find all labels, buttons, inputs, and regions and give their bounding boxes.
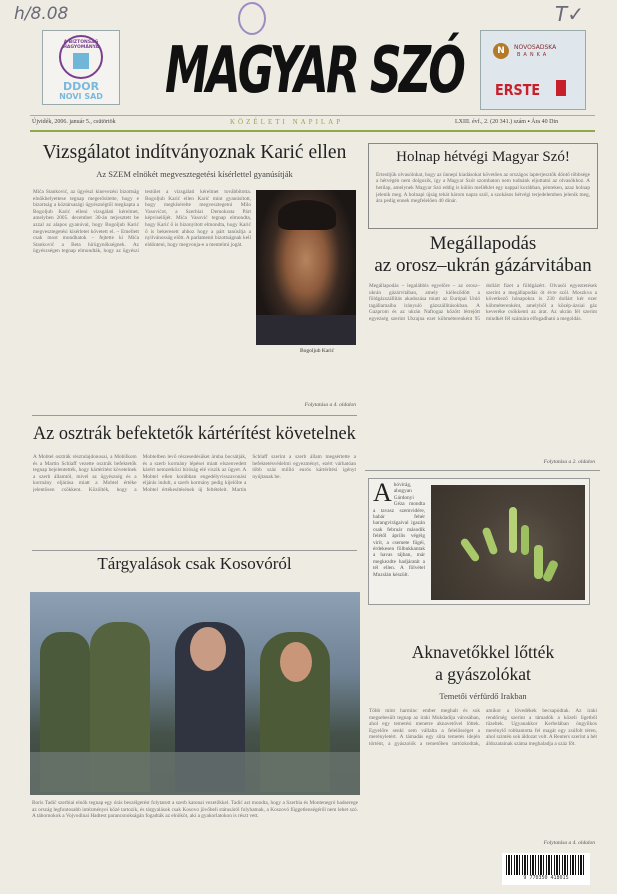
- article-body: Megállapodás – legalábbis egyelőre – az orosz–ukrán gázárvitában, amely kiéleződött a földgázszállítás akadozása miatt az Európai Unió tagállamaiba irányuló gázszállításokban. A Gazprom és az ukrán Naftogaz között létrejött egyezség szerint Ukrajna ezer köbméterenként 95 dollárt fizet a földgázért. Olvasói egyeztetések szerint a megállapodás öt évre szól. Moszkva a következő hónapokra is 230 dollárt kér ezer köbméterenként, amelyből a közép-ázsiai gáz keveréke csökkenti az árat. Az ukrán fél szerint mindkét fél számára elfogadható a megoldás.: [369, 283, 597, 322]
- divider: [30, 130, 595, 132]
- notice-body: Értesítjük olvasóinkat, hogy az ünnepi kiadásokat követően az országos lapterjesztők döntő többsége a hétvégén nem dolgozik, így a Magyar Szót szombaton nem tudnánk eljuttatni az olvasókhoz. A hetilap, amelynek Magyar Szó eddig is külön melléklet egy nappal korábban, pénteken, azaz holnap jelenik meg. A holnapi újság tehát három napra szól, a szokásos hétvégi terjedelemben jelenik meg, ára pedig ennek megfelelően 40 dinár.: [376, 171, 590, 205]
- novosadska-logo-icon: N: [493, 43, 509, 59]
- photo-snowdrops: [431, 485, 585, 600]
- drop-cap: A: [373, 482, 392, 507]
- barcode-bars: [506, 855, 586, 875]
- ad-banks: N NOVOSADSKA BANKA ERSTE: [480, 30, 586, 110]
- date-line: Újvidék, 2006. január 5., csütörtök: [32, 119, 116, 125]
- issue-line: LXIII. évf., 2. (20 341.) szám ▪ Ára 40 Din: [455, 119, 559, 125]
- article-headline: Vizsgálatot indítványoznak Karić ellen: [42, 142, 347, 163]
- continued-note: Folytatása a 4. oldalon: [304, 402, 356, 408]
- article-body: Mića Stanković, az ügyészi kinevezési bizottság elnökhelyettese tegnap megerősítette, hogy e bizottság a köztársasági ügyészségtől megkapta a Bogoljub Karić elleni vizsgálati kérelmet, amelyben 2005. december 30-án terjesztett be azzal az alapos gyanúval, hogy Bogoljub Karić megvesztegetési kísérletet követett el. – Emellett csak most mondhatok – fejtette ki Mića Stanković a Beta hírügynökségnek. Az ügyészségen tegnap elmondták, hogy az ügyészi testület a vizsgálati kérelmet továbbította. Bogoljub Karić ellen Karić mint gyanúsított, hogy megkísérelte megvesztegetni Milo Vasovićot, a Szerbiai Demokrata Párt képviselőjét. Mića Vasović tegnap elmondta, hogy Karić ő is bizonyított elmondta, hogy Karić ő is bekeresett ahhoz hogy a párt tanúsítja a nyilvánosság előtt. A parlamenti bizottságnak kell eldönteni, hogy megvonja-e a mentelmi jogát.: [33, 189, 251, 255]
- divider: [30, 115, 595, 116]
- weekend-notice-box: [368, 143, 598, 229]
- continued-note: Folytatása a 2. oldalon: [543, 459, 595, 465]
- handwritten-mark: T✓: [555, 2, 584, 26]
- erste-logo-icon: [556, 80, 566, 96]
- ad-ddor: A BIZTONSÁG HAGYOMÁNYA DDOR NOVI SAD: [42, 30, 120, 105]
- article-subhead: Az SZEM elnökét megvesztegetési kísérlettel gyanúsítják: [96, 169, 293, 179]
- handwritten-note: h/8.08: [14, 4, 69, 24]
- feature-photo-box: [368, 478, 590, 605]
- article-body: A Mobtel osztrák résztulajdonosai, a Mobilkom és a Martin Schlaff vezette osztrák befektetők tegnap bejelentették, hogy kártérítést követelnek a szerb államtól, mivel az ügyészség és a kormány eljárása miatt a Mobtel értéke jelentősen csökkent. Közölték, hogy a Mobtelben levő részesedésüket áruba bocsátják, és a szerb kormány lépései miatt elszenvedett kárért nemzetközi bíróság elé viszik az ügyet. A Mobtel ellen korábban engedélyvisszavonási eljárás indult, a szerb kormány pedig kijelölte a Mobtel értékesítésének új feltételeit. Martin Schlaff szerint a szerb állam megsértette a befektetésvédelmi egyezményt, ezért várhatóan több száz millió eurós kártérítési igényt nyújtanak be.: [33, 454, 356, 493]
- article-headline-line1: Megállapodás: [429, 233, 537, 254]
- article-headline: Az osztrák befektetők kártérítést követelnek: [32, 424, 356, 444]
- masthead-title: MAGYAR SZÓ: [165, 34, 464, 108]
- article-headline-line1: Aknavetőkkel lőtték: [411, 642, 555, 662]
- divider: [32, 550, 357, 551]
- photo-karic: [256, 190, 356, 345]
- masthead-subtitle: KÖZÉLETI NAPILAP: [230, 118, 344, 126]
- article-subhead: Temetői vérfürdő Irakban: [439, 691, 527, 701]
- photo-military-meeting: [30, 592, 360, 795]
- divider: [365, 470, 600, 471]
- feature-text: hóvirág, ahogyan Gárdonyi Géza mondta a tavasz szemvidére, habár fehér harangvirágaival igazán csak február második felétől április végéig virít, a csemete fügéi, érdekesen fölbukkantak a havas tájban, már megkezdte hadjáratát a tél ellen. A fölvétel Muzslán készült.: [373, 482, 425, 578]
- continued-note: Folytatása a 4. oldalon: [543, 840, 595, 846]
- article-headline-line2: a gyászolókat: [435, 664, 531, 684]
- article-headline: Tárgyalások csak Kosovóról: [97, 554, 292, 573]
- ddor-emblem: A BIZTONSÁG HAGYOMÁNYA: [59, 35, 103, 79]
- divider: [32, 415, 357, 416]
- photo-caption-text: Boris Tadić szerbiai elnök tegnap egy órás beszélgetést folytatott a szerb katonai vezetőkkel. Tadić azt mondta, hogy a Szerbia és Montenegró hadserege az ország legfontosabb intézményei közé tartozik, és tárgyalások csak Kosovo jövőbeli státusáról folyhatnak, a Koszovó függetlenségéről nem lehet szó. A tábornokok a Vojvodinai Hadtest parancsnokságán fogadták az elnököt, aki a gyakorlatokon is részt vett.: [32, 800, 358, 820]
- photo-caption: Bogoljub Karić: [300, 348, 335, 354]
- article-body: Több mint harminc ember meghalt és sok megsebesült tegnap az iraki Mukdadija városában, ahol egy temetési menetre aknavetővel lőttek. Egyelőre senki sem vállalta a felelősséget a merényletért. A támadás egy síita temetés idején történt, a gyászolók a temetőben tartózkodtak, amikor a lövedékek becsapódtak. Az iraki rendőrség szerint a támadók a közeli ligetből tüzeltek. Ugyanakkor Kerbelában öngyilkos merénylő robbantotta fel magát egy zsúfolt téren, ahol szintén sok áldozat volt. A Reuters szerint a hét áldozatainak száma meghaladja a száz főt.: [369, 708, 597, 747]
- notice-headline: Holnap hétvégi Magyar Szó!: [396, 149, 570, 165]
- barcode: 9 770350 418015: [502, 853, 590, 885]
- article-headline-line2: az orosz–ukrán gázárvitában: [374, 255, 592, 276]
